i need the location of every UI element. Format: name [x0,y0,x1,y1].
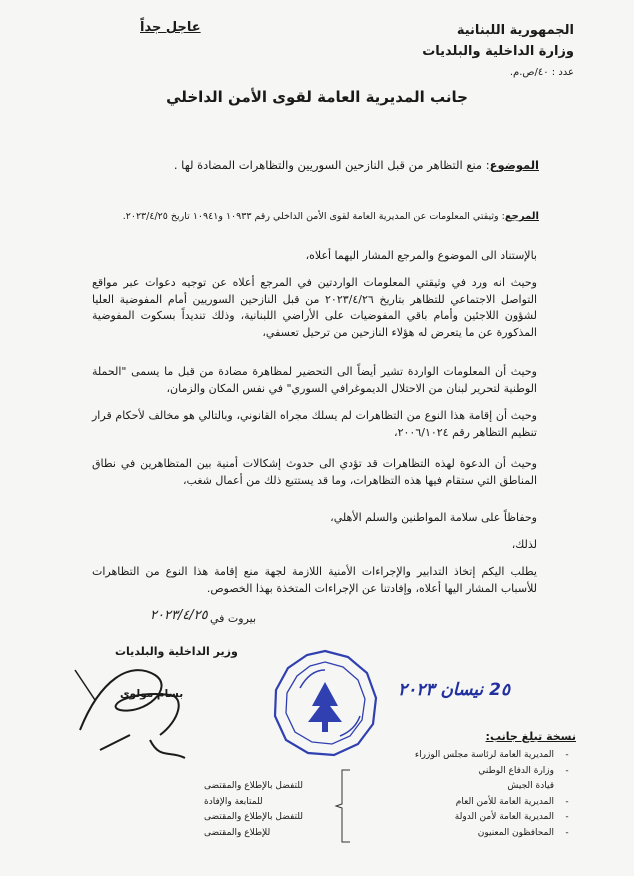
recipient-comment: للإطلاع والمقتضى [204,827,271,838]
recipient-comment: للتفضل بالإطلاع والمقتضى [204,812,303,822]
list-dash: - [565,796,569,807]
list-item [34,797,574,813]
body-paragraph-2: وحيث انه ورد في وثيقتي المعلومات الواردتين في المرجع أعلاه عن توجيه دعوات عبر مواقع التواصل الاجتماعي للتظاهر بتاريخ ٢٠٢٣/٤/٢٦ من قبل النازحين السوريين أمام المفوضية العليا لشؤون اللاجئين وأمام باقي المفوضيات على الأراضي اللبنانية، وذلك تنديداً بسكوت المفوضية المذكورة عن ما يتعرض له هؤلاء النازحين من ترحيل تعسفي، [92,276,538,339]
body-paragraph-1: بالإستناد الى الموضوع والمرجع المشار اليهما أعلاه، [305,249,537,262]
list-dash: - [565,750,569,760]
body-paragraph-3: وحيث أن المعلومات الواردة تشير أيضاً الى التحضير لمظاهرة مضادة من قبل ما يسمى "الحملة الوطنية لتحرير لبنان من الاحتلال الديموغرافي السوري" في نفس المكان والزمان، [92,365,537,395]
recipient-name: المديرية العامة لأمن الدولة [454,812,554,822]
copies-title: نسخة تبلغ جانب: [485,730,576,743]
recipient-name: قيادة الجيش [507,781,554,791]
recipient-name: المديرية العامة للأمن العام [455,796,554,807]
subject-line [174,158,539,172]
republic-name: الجمهورية اللبنانية [456,23,574,38]
ministry-name: وزارة الداخلية والبلديات [422,44,574,59]
subject-label: الموضوع [489,158,539,172]
letterhead [422,20,574,83]
reference-text: : وثيقتي المعلومات عن المديرية العامة لقوى الأمن الداخلي رقم ١٠٩٣٣ و١٠٩٤١ تاريخ ٢٠٢٣/٤/٢٥. [122,211,505,222]
recipient-name: المديرية العامة لرئاسة مجلس الوزراء [414,750,554,760]
minister-name: بسام مولوي [120,688,184,700]
place-label: بيروت في [210,612,257,625]
body-paragraph-7: لذلك، [511,538,537,551]
body-paragraph-4: وحيث أن إقامة هذا النوع من التظاهرات لم يسلك مجراه القانوني، وبالتالي هو مخالف لأحكام قرار تنظيم التظاهر رقم ٢٠٠٦/١٠٢٤، [92,409,537,439]
handwritten-date: ٢٠٢٣/٤/٢٥ [150,608,208,623]
list-item [34,766,574,782]
ministry-seal [270,648,380,758]
list-dash: - [565,827,569,838]
recipient-name: وزارة الدفاع الوطني [478,765,554,776]
list-item [34,781,574,797]
urgent-label: عاجل جداً [140,20,201,35]
reference-label: المرجع [504,211,539,222]
body-paragraph-6: وحفاظاً على سلامة المواطنين والسلم الأهلي، [330,511,537,524]
reference-line [123,211,539,222]
list-item [34,828,574,844]
body-paragraph-5: وحيث أن الدعوة لهذه التظاهرات قد تؤدي الى حدوث إشكالات أمنية بين المتظاهرين في نطاق المناطق التي ستقام فيها هذه التظاهرات، وما قد يستتبع ذلك من أعمال شغب، [92,457,537,487]
addressee-line: جانب المديرية العامة لقوى الأمن الداخلي [166,88,468,106]
copies-list [34,750,574,843]
reference-number: عدد : ٤٠/ص.م. [509,67,574,78]
bracket-icon [334,768,354,844]
recipient-comment: للمتابعة والإفادة [204,796,263,807]
list-dash: - [565,765,569,776]
subject-text: : منع التظاهر من قبل النازحين السوريين والتظاهرات المضادة لها . [173,158,490,172]
stamp-date: 2٥ نيسان ٢٠٢٣ [398,680,511,700]
recipient-name: المحافظون المعنيون [477,827,554,838]
list-item [34,812,574,828]
minister-title: وزير الداخلية والبلديات [115,645,238,658]
body-paragraph-8: يطلب اليكم إتخاذ التدابير والإجراءات الأمنية اللازمة لجهة منع إقامة هذا النوع من التظاهرات للأسباب المشار اليها أعلاه، وإفادتنا عن الإجراءات المتخذة بهذا الخصوص. [92,565,537,595]
recipient-comment: للتفضل بالإطلاع والمقتضى [204,781,303,791]
list-dash: - [565,812,569,822]
list-item [34,750,574,766]
